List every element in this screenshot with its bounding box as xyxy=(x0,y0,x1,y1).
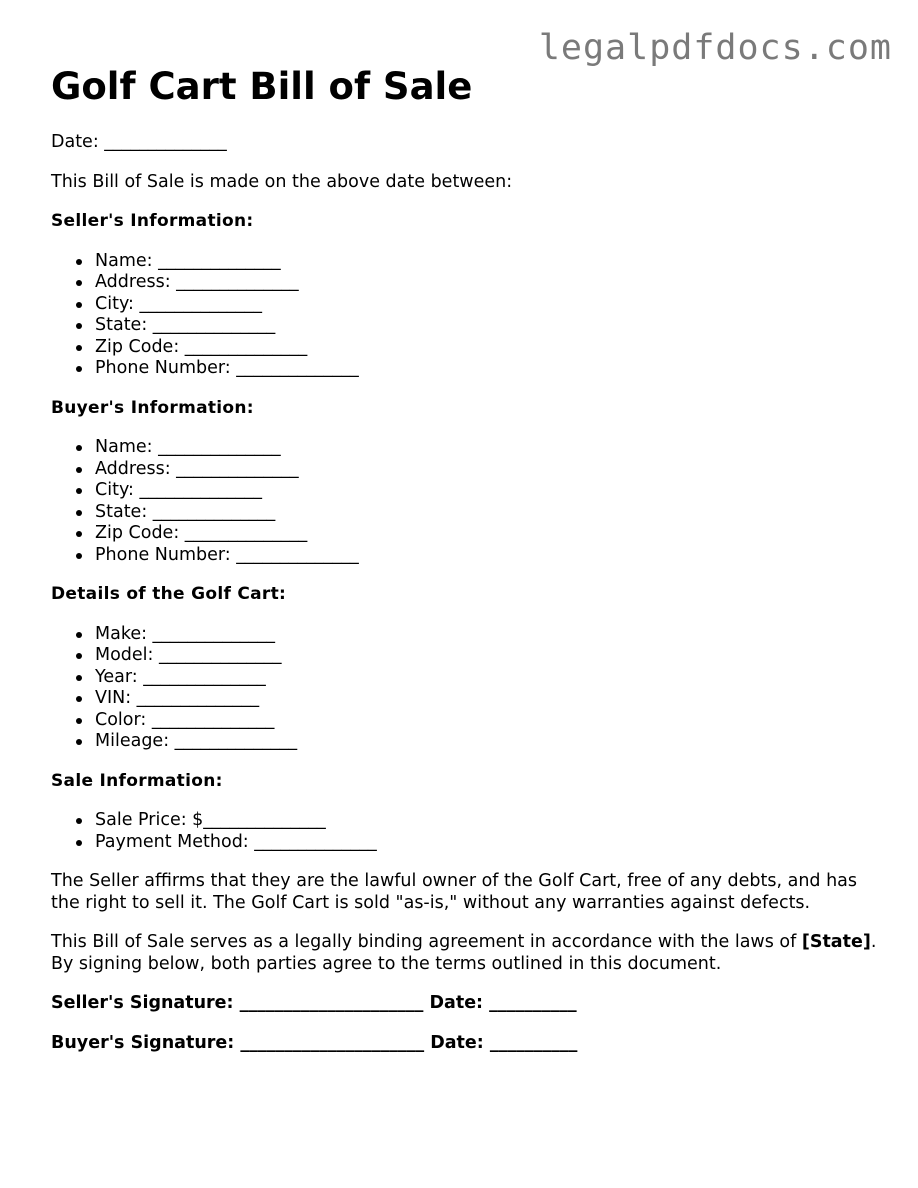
intro-text: This Bill of Sale is made on the above date between: xyxy=(51,171,513,192)
seller-name-field: Name: ______________ xyxy=(95,251,881,273)
cart-year-field: Year: ______________ xyxy=(95,667,881,689)
agreement-paragraph xyxy=(51,932,881,975)
seller-city-field: City: ______________ xyxy=(95,294,881,316)
watermark: legalpdfdocs.com xyxy=(538,28,892,68)
affirmation-paragraph: The Seller affirms that they are the lawful owner of the Golf Cart, free of any debts, and has the right to sell it. The Golf Cart is sold "as-is," without any warranties against defects. xyxy=(51,871,858,913)
cart-make-field: Make: ______________ xyxy=(95,624,881,646)
agreement-text-after: . By signing below, both parties agree to the terms outlined in this document. xyxy=(51,932,877,974)
seller-zip-field: Zip Code: ______________ xyxy=(95,337,881,359)
cart-details-heading: Details of the Golf Cart: xyxy=(51,584,287,604)
seller-state-field: State: ______________ xyxy=(95,315,881,337)
cart-model-field: Model: ______________ xyxy=(95,645,881,667)
seller-signature-line: Seller's Signature: _____________________ Date: __________ xyxy=(51,993,577,1013)
sale-info-list xyxy=(51,810,881,853)
seller-list xyxy=(51,251,881,380)
payment-method-field: Payment Method: ______________ xyxy=(95,832,881,854)
agreement-text-before: This Bill of Sale serves as a legally binding agreement in accordance with the laws of xyxy=(51,932,802,952)
buyer-address-field: Address: ______________ xyxy=(95,459,881,481)
cart-color-field: Color: ______________ xyxy=(95,710,881,732)
date-line: Date: ______________ xyxy=(51,132,227,152)
document-page xyxy=(51,64,881,1054)
sale-info-heading: Sale Information: xyxy=(51,770,223,791)
buyer-list xyxy=(51,437,881,566)
buyer-city-field: City: ______________ xyxy=(95,480,881,502)
cart-details-list xyxy=(51,624,881,753)
cart-mileage-field: Mileage: ______________ xyxy=(95,731,881,753)
buyer-heading: Buyer's Information: xyxy=(51,397,254,418)
buyer-state-field: State: ______________ xyxy=(95,502,881,524)
seller-address-field: Address: ______________ xyxy=(95,272,881,294)
sale-price-field: Sale Price: $______________ xyxy=(95,810,881,832)
buyer-zip-field: Zip Code: ______________ xyxy=(95,523,881,545)
seller-phone-field: Phone Number: ______________ xyxy=(95,358,881,380)
state-placeholder: [State] xyxy=(801,932,871,952)
document-title: Golf Cart Bill of Sale xyxy=(51,65,473,108)
buyer-phone-field: Phone Number: ______________ xyxy=(95,545,881,567)
buyer-name-field: Name: ______________ xyxy=(95,437,881,459)
cart-vin-field: VIN: ______________ xyxy=(95,688,881,710)
buyer-signature-line: Buyer's Signature: _____________________ Date: __________ xyxy=(51,1032,578,1053)
seller-heading: Seller's Information: xyxy=(51,211,254,231)
